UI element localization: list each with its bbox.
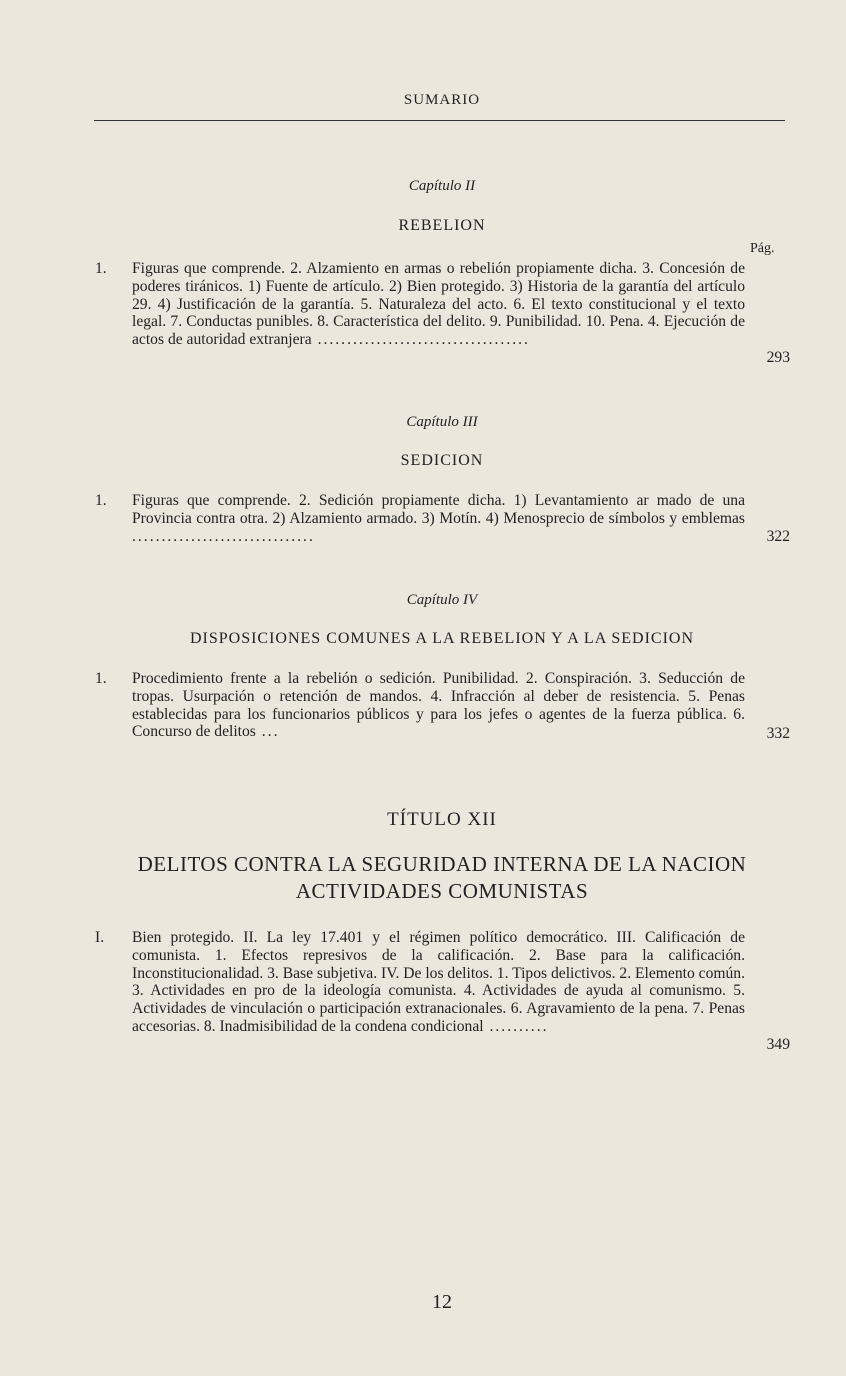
chapter-label: Capítulo II	[408, 178, 476, 194]
page-number: 12	[432, 1291, 452, 1313]
toc-entry	[95, 929, 745, 1036]
entry-number: I.	[95, 929, 105, 946]
entry-text	[132, 260, 745, 349]
entry-body: Bien protegido. II. La ley 17.401 y el régimen político democrático. III. Calificación de comunista. 1. Efectos represivos de la calificación. 2. Base para la calificación. Inconstitucionalidad. 3. Base subjetiva. IV. De los delitos. 1. Tipos delictivos. 2. Elemento común. 3. Actividades en pro de la ideología comunista. 4. Actividades de ayuda al comunismo. 5. Actividades de vinculación o participación extranacionales. 6. Agravamiento de la pena. 7. Penas accesorias. 8. Inadmisibilidad de la condena condicional	[132, 929, 746, 1035]
entry-text	[132, 670, 745, 741]
chapter-label: Capítulo III	[406, 414, 478, 430]
chapter-title: SEDICION	[400, 452, 484, 469]
header-rule	[94, 120, 785, 121]
entry-number: 1.	[95, 670, 107, 687]
toc-entry	[95, 492, 745, 545]
entry-body: Procedimiento frente a la rebelión o sedición. Punibilidad. 2. Conspiración. 3. Seducción de tropas. Usurpación o retención de mandos. 4. Infracción al deber de resistencia. 5. Penas establecidas para los funcionarios públicos y para los jefes o agentes de la fuerza pública. 6. Concurso de delitos	[132, 670, 745, 741]
dot-leader: ....................................	[311, 331, 530, 349]
entry-page-number: 332	[766, 725, 790, 742]
entry-number: 1.	[95, 260, 107, 277]
titulo-heading: TÍTULO XII	[387, 809, 497, 830]
section-title-line-1: DELITOS CONTRA LA SEGURIDAD INTERNA DE LA NACION	[137, 852, 747, 876]
entry-body: Figuras que comprende. 2. Sedición propiamente dicha. 1) Levantamiento ar mado de una Provincia contra otra. 2) Alzamiento armado. 3) Motín. 4) Menosprecio de símbolos y emblemas	[132, 492, 745, 527]
entry-text	[132, 492, 745, 545]
chapter-label: Capítulo IV	[406, 592, 478, 608]
chapter-title: DISPOSICIONES COMUNES A LA REBELION Y A LA SEDICION	[189, 630, 695, 647]
entry-number: 1.	[95, 492, 107, 509]
dot-leader: ...	[255, 723, 280, 741]
entry-page-number: 293	[766, 349, 790, 366]
dot-leader: ...............................	[132, 527, 315, 545]
dot-leader: ..........	[483, 1017, 549, 1035]
entry-body: Figuras que comprende. 2. Alzamiento en armas o rebelión propiamente dicha. 3. Concesión de poderes tiránicos. 1) Fuente de artículo. 2) Bien protegido. 3) Historia de la garantía del artículo 29. 4) Justificación de la garantía. 5. Naturaleza del acto. 6. El texto constitucional y el texto legal. 7. Conductas punibles. 8. Característica del delito. 9. Punibilidad. 10. Pena. 4. Ejecución de actos de autoridad extranjera	[132, 260, 745, 349]
toc-entry	[95, 670, 745, 741]
page-header: SUMARIO	[403, 92, 481, 108]
toc-entry	[95, 260, 745, 349]
entry-text	[132, 929, 745, 1036]
section-title-line-2: ACTIVIDADES COMUNISTAS	[295, 879, 589, 903]
page-column-label: Pág.	[750, 241, 775, 256]
entry-page-number: 322	[766, 528, 790, 545]
chapter-title: REBELION	[398, 217, 486, 234]
entry-page-number: 349	[766, 1036, 790, 1053]
